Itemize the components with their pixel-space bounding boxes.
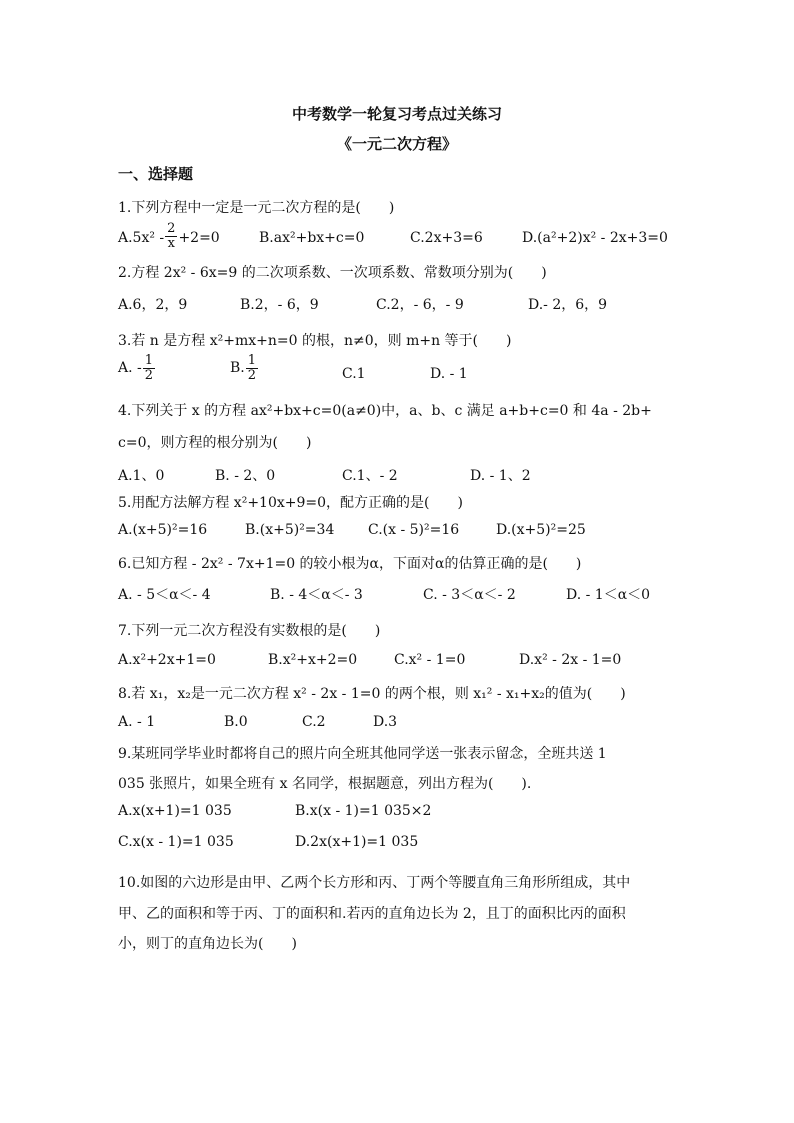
question-3-stem: 3.若 n 是方程 x²+mx+n=0 的根，n≠0，则 m+n 等于( ) xyxy=(118,333,512,349)
question-6-option-a: A. - 5＜α＜- 4 xyxy=(118,587,211,603)
question-7-option-b: B.x²+x+2=0 xyxy=(268,652,358,668)
question-7-option-c: C.x² - 1=0 xyxy=(394,652,466,668)
question-9-stem-line-2: 035 张照片，如果全班有 x 名同学，根据题意，列出方程为( ). xyxy=(118,776,532,792)
question-4-stem-line-2: c=0，则方程的根分别为( ) xyxy=(118,435,312,451)
question-4-option-b: B. - 2、0 xyxy=(215,468,276,484)
question-10-stem-line-1: 10.如图的六边形是由甲、乙两个长方形和丙、丁两个等腰直角三角形所组成，其中 xyxy=(118,875,631,891)
question-3-option-a: A. - $\frac{1}{2}$ xyxy=(118,353,154,383)
question-8-option-c: C.2 xyxy=(302,714,326,730)
question-3-option-b: B. $\frac{1}{2}$ xyxy=(230,353,257,383)
question-2-option-b: B.2，- 6，9 xyxy=(240,297,319,313)
question-4-stem-line-1: 4.下列关于 x 的方程 ax²+bx+c=0(a≠0)中，a、b、c 满足 a+b+c=0 和 4a - 2b+ xyxy=(118,403,652,419)
document-subtitle: 《一元二次方程》 xyxy=(336,135,457,153)
fraction: $\frac{1}{2}$ xyxy=(144,353,154,383)
fraction: $\frac{2}{x}$ xyxy=(167,221,176,251)
question-1-option-a: A.5x² - $\frac{2}{x}$ +2=0 xyxy=(118,221,220,251)
question-9-stem-line-1: 9.某班同学毕业时都将自己的照片向全班其他同学送一张表示留念，全班共送 1 xyxy=(118,746,607,762)
question-7-option-d: D.x² - 2x - 1=0 xyxy=(519,652,622,668)
question-5-option-a: A.(x+5)²=16 xyxy=(118,522,208,538)
document-title: 中考数学一轮复习考点过关练习 xyxy=(291,105,502,123)
question-1-option-b: B.ax²+bx+c=0 xyxy=(259,230,365,246)
question-9-option-d: D.2x(x+1)=1 035 xyxy=(295,834,419,850)
question-6-option-b: B. - 4＜α＜- 3 xyxy=(270,587,363,603)
question-1-option-d: D.(a²+2)x² - 2x+3=0 xyxy=(522,230,668,246)
question-6-stem: 6.已知方程 - 2x² - 7x+1=0 的较小根为α，下面对α的估算正确的是( ) xyxy=(118,556,582,572)
question-1-option-c: C.2x+3=6 xyxy=(410,230,483,246)
question-3-option-d: D. - 1 xyxy=(430,366,468,382)
question-5-option-c: C.(x - 5)²=16 xyxy=(368,522,460,538)
question-9-option-c: C.x(x - 1)=1 035 xyxy=(118,834,234,850)
question-2-stem: 2.方程 2x² - 6x=9 的二次项系数、一次项系数、常数项分别为( ) xyxy=(118,265,547,281)
question-8-option-a: A. - 1 xyxy=(118,714,156,730)
question-9-option-a: A.x(x+1)=1 035 xyxy=(118,803,232,819)
question-8-option-b: B.0 xyxy=(224,714,248,730)
question-4-option-c: C.1、- 2 xyxy=(342,468,398,484)
question-5-option-b: B.(x+5)²=34 xyxy=(245,522,335,538)
question-7-stem: 7.下列一元二次方程没有实数根的是( ) xyxy=(118,623,381,639)
question-10-stem-line-2: 甲、乙的面积和等于丙、丁的面积和.若丙的直角边长为 2，且丁的面积比丙的面积 xyxy=(118,906,626,922)
question-9-option-b: B.x(x - 1)=1 035×2 xyxy=(295,803,432,819)
question-2-option-a: A.6，2，9 xyxy=(118,297,188,313)
question-6-option-d: D. - 1＜α＜0 xyxy=(566,587,651,603)
question-8-option-d: D.3 xyxy=(373,714,398,730)
section-heading: 一、选择题 xyxy=(118,165,194,183)
question-2-option-c: C.2，- 6，- 9 xyxy=(376,297,464,313)
question-3-option-c: C.1 xyxy=(342,366,366,382)
question-8-stem: 8.若 x₁，x₂是一元二次方程 x² - 2x - 1=0 的两个根，则 x₁² - x₁+x₂的值为( ) xyxy=(118,686,626,702)
question-2-option-d: D.- 2，6，9 xyxy=(528,297,608,313)
question-4-option-d: D. - 1、2 xyxy=(470,468,531,484)
question-4-option-a: A.1、0 xyxy=(118,468,165,484)
question-1-stem: 1.下列方程中一定是一元二次方程的是( ) xyxy=(118,200,395,216)
question-6-option-c: C. - 3＜α＜- 2 xyxy=(423,587,516,603)
question-5-option-d: D.(x+5)²=25 xyxy=(496,522,586,538)
question-7-option-a: A.x²+2x+1=0 xyxy=(118,652,216,668)
question-5-stem: 5.用配方法解方程 x²+10x+9=0，配方正确的是( ) xyxy=(118,495,463,511)
question-10-stem-line-3: 小，则丁的直角边长为( ) xyxy=(118,936,297,952)
fraction: $\frac{1}{2}$ xyxy=(247,353,257,383)
